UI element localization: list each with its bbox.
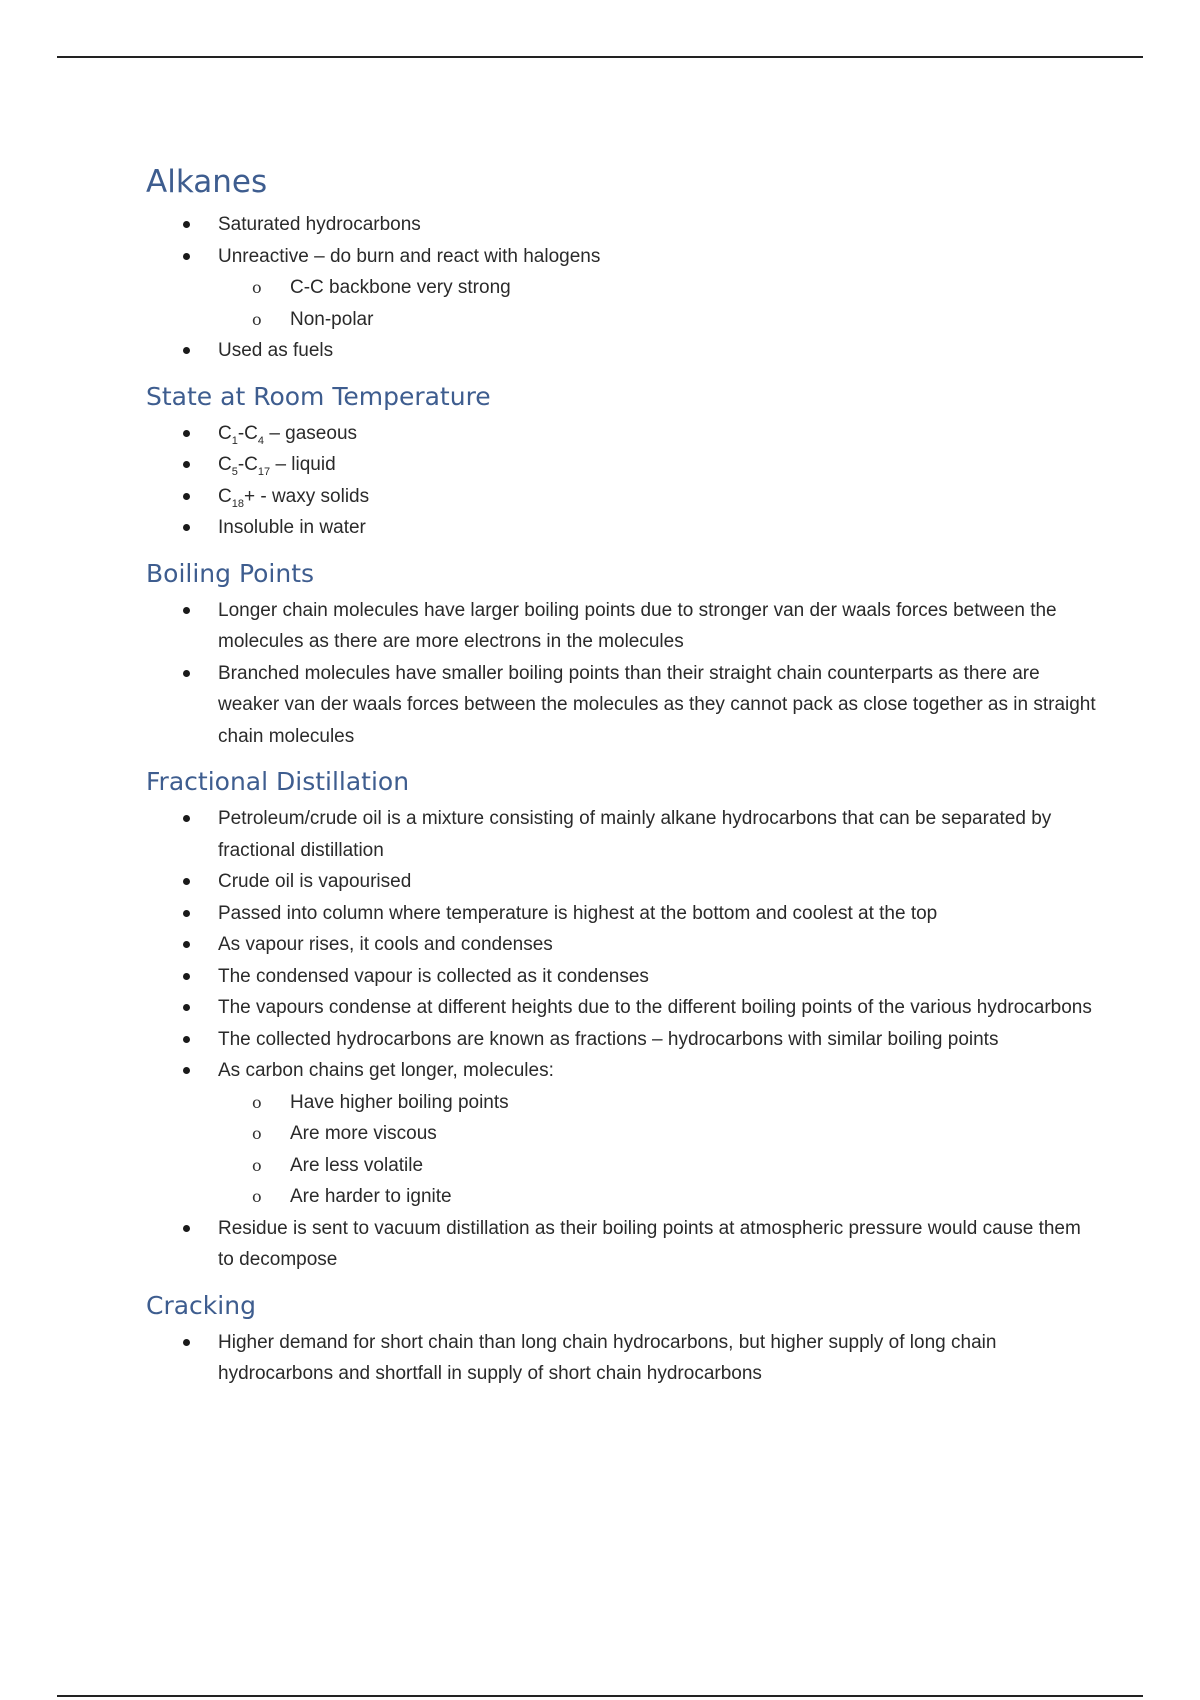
formula-separator: -C: [237, 422, 258, 444]
list-item: As carbon chains get longer, molecules:: [146, 1055, 1096, 1087]
state-list: [146, 418, 1096, 544]
formula-description: + - waxy solids: [243, 485, 370, 507]
formula-subscript: 1: [231, 434, 238, 447]
top-rule: [57, 56, 1143, 58]
heading-state-at-room-temperature: State at Room Temperature: [146, 381, 491, 411]
fractional-distillation-list: [146, 803, 1096, 1276]
list-item: [146, 418, 1096, 450]
list-item: [146, 481, 1096, 513]
list-item: As vapour rises, it cools and condenses: [146, 929, 1096, 961]
heading-cracking: Cracking: [146, 1290, 256, 1320]
list-item: Passed into column where temperature is highest at the bottom and coolest at the top: [146, 898, 1096, 930]
heading-boiling-points: Boiling Points: [146, 558, 315, 588]
list-item: Residue is sent to vacuum distillation as their boiling points at atmospheric pressure would cause them to decompose: [146, 1213, 1096, 1276]
formula-subscript: 4: [257, 434, 265, 447]
sub-list-item: o Are harder to ignite: [146, 1181, 1096, 1213]
list-item: The collected hydrocarbons are known as fractions – hydrocarbons with similar boiling points: [146, 1024, 1096, 1056]
formula-separator: -C: [237, 454, 258, 475]
list-item: Branched molecules have smaller boiling points than their straight chain counterparts as there are weaker van der waals forces between the molecules as they cannot pack as close together as in straight chain molecules: [146, 658, 1096, 753]
formula-carbon: C: [218, 454, 232, 475]
sub-list-item: o Have higher boiling points: [146, 1087, 1096, 1119]
list-item: [146, 449, 1096, 481]
document-body: [146, 163, 1096, 1390]
list-item: Unreactive – do burn and react with halogens: [146, 241, 1096, 273]
bottom-rule: [57, 1695, 1143, 1697]
list-item: Longer chain molecules have larger boiling points due to stronger van der waals forces between the molecules as there are more electrons in the molecules: [146, 595, 1096, 658]
formula-description: – liquid: [270, 454, 336, 475]
sub-list-item: o Are more viscous: [146, 1118, 1096, 1150]
formula-subscript: 17: [257, 465, 271, 478]
list-item: Saturated hydrocarbons: [146, 209, 1096, 241]
list-item: Used as fuels: [146, 335, 1096, 367]
list-item: The vapours condense at different heights due to the different boiling points of the various hydrocarbons: [146, 992, 1096, 1024]
sub-list-item: o C-C backbone very strong: [146, 272, 1096, 304]
sub-list-item: o Are less volatile: [146, 1150, 1096, 1182]
list-item: Petroleum/crude oil is a mixture consisting of mainly alkane hydrocarbons that can be separated by fractional distillation: [146, 803, 1096, 866]
list-item: Insoluble in water: [146, 512, 1096, 544]
boiling-points-list: [146, 595, 1096, 753]
sub-list-item: o Non-polar: [146, 304, 1096, 336]
formula-carbon: C: [218, 422, 232, 444]
list-item: The condensed vapour is collected as it condenses: [146, 961, 1096, 993]
alkanes-list: [146, 209, 1096, 367]
heading-alkanes: Alkanes: [146, 164, 268, 200]
formula-carbon: C: [218, 485, 232, 507]
cracking-list: [146, 1327, 1096, 1390]
formula-subscript: 5: [231, 465, 238, 478]
list-item: Crude oil is vapourised: [146, 866, 1096, 898]
formula-description: – gaseous: [264, 422, 358, 444]
formula-subscript: 18: [231, 497, 244, 510]
list-item: Higher demand for short chain than long chain hydrocarbons, but higher supply of long chain hydrocarbons and shortfall in supply of short chain hydrocarbons: [146, 1327, 1096, 1390]
heading-fractional-distillation: Fractional Distillation: [146, 767, 410, 796]
